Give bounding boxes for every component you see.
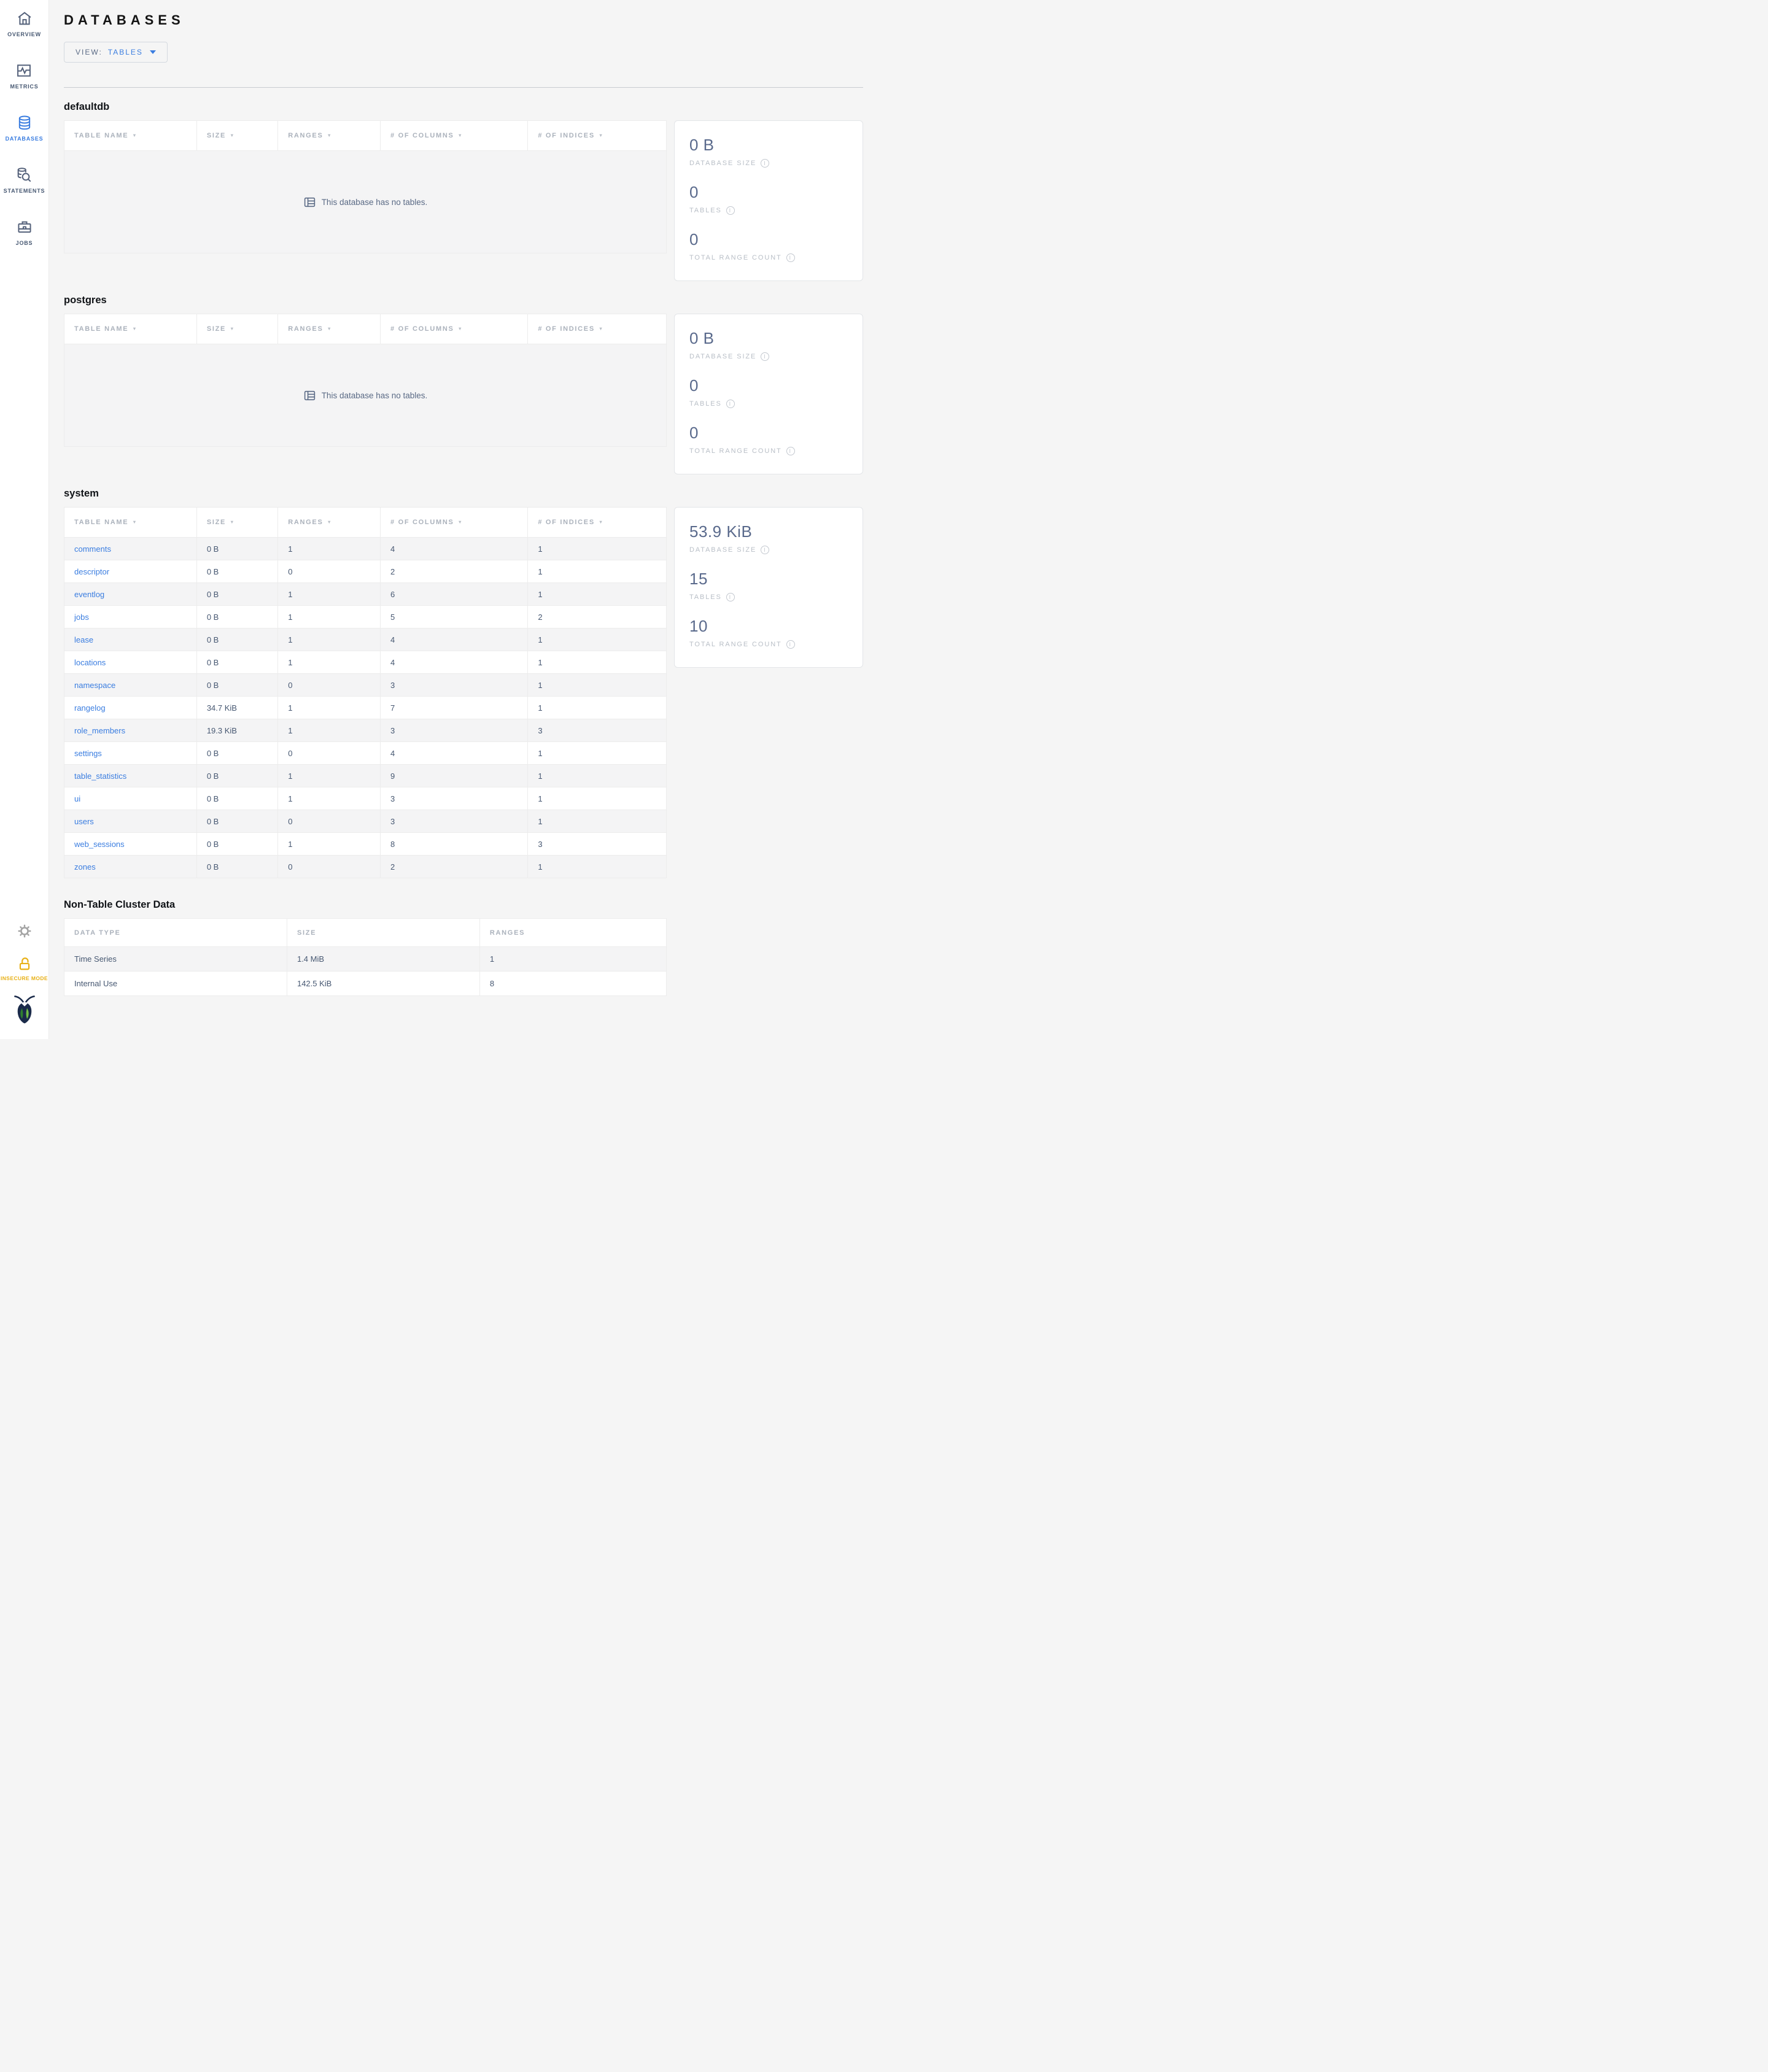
indices-cell: 1 bbox=[528, 787, 667, 810]
column-header-ranges: RANGES bbox=[479, 919, 666, 947]
database-size-value: 0 B bbox=[689, 329, 715, 347]
indices-cell: 1 bbox=[528, 765, 667, 787]
column-header-columns[interactable]: # OF COLUMNS ▼ bbox=[381, 121, 528, 151]
indices-cell: 3 bbox=[528, 719, 667, 742]
info-icon[interactable]: I bbox=[786, 253, 795, 262]
columns-cell: 6 bbox=[381, 583, 528, 606]
database-stats-card bbox=[674, 314, 863, 474]
indices-cell: 1 bbox=[528, 628, 667, 651]
size-cell: 0 B bbox=[196, 742, 277, 765]
column-header-ranges[interactable]: RANGES ▼ bbox=[278, 121, 381, 151]
sidebar-item-metrics[interactable] bbox=[10, 62, 38, 90]
database-size-value: 0 B bbox=[689, 136, 715, 154]
columns-cell: 3 bbox=[381, 787, 528, 810]
tables-count-value: 15 bbox=[689, 570, 708, 588]
sort-arrow-icon: ▼ bbox=[132, 519, 138, 525]
table-row bbox=[64, 765, 667, 787]
columns-cell: 4 bbox=[381, 651, 528, 674]
ranges-cell: 1 bbox=[278, 651, 381, 674]
size-cell: 1.4 MiB bbox=[287, 947, 479, 972]
table-name-cell bbox=[64, 651, 197, 674]
table-name-cell bbox=[64, 833, 197, 856]
column-header-ranges[interactable]: RANGES ▼ bbox=[278, 508, 381, 538]
insecure-mode-label: INSECURE MODE bbox=[1, 975, 48, 981]
cockroach-icon bbox=[11, 995, 38, 1024]
ranges-cell: 1 bbox=[278, 583, 381, 606]
size-cell: 0 B bbox=[196, 810, 277, 833]
columns-cell: 8 bbox=[381, 833, 528, 856]
table-name-link[interactable]: eventlog bbox=[74, 589, 105, 599]
table-name-cell bbox=[64, 560, 197, 583]
info-icon[interactable]: I bbox=[786, 447, 795, 455]
table-name-link[interactable]: users bbox=[74, 816, 94, 826]
columns-cell: 3 bbox=[381, 674, 528, 697]
column-header-indices[interactable]: # OF INDICES ▼ bbox=[528, 314, 667, 344]
indices-cell: 1 bbox=[528, 742, 667, 765]
sidebar bbox=[0, 0, 49, 1039]
table-name-link[interactable]: settings bbox=[74, 748, 102, 758]
tables-count-value: 0 bbox=[689, 183, 699, 201]
columns-cell: 2 bbox=[381, 560, 528, 583]
table-name-cell bbox=[64, 742, 197, 765]
sidebar-item-databases[interactable] bbox=[6, 114, 44, 142]
non-table-cluster-data-section bbox=[64, 899, 863, 996]
table-name-cell bbox=[64, 719, 197, 742]
table-name-link[interactable]: namespace bbox=[74, 680, 116, 690]
tables-table bbox=[64, 507, 667, 878]
table-row bbox=[64, 606, 667, 628]
indices-cell: 2 bbox=[528, 606, 667, 628]
table-row bbox=[64, 856, 667, 878]
empty-table-state bbox=[64, 151, 667, 253]
tables-count-label: TABLES bbox=[689, 207, 722, 214]
indices-cell: 1 bbox=[528, 856, 667, 878]
sort-arrow-icon: ▼ bbox=[598, 326, 604, 331]
insecure-mode-indicator[interactable] bbox=[1, 956, 48, 981]
table-name-cell bbox=[64, 583, 197, 606]
sidebar-item-jobs[interactable] bbox=[16, 218, 33, 246]
info-icon[interactable]: I bbox=[726, 593, 735, 601]
sort-arrow-icon: ▼ bbox=[457, 326, 463, 331]
range-count-label: TOTAL RANGE COUNT bbox=[689, 447, 782, 455]
sidebar-item-label: STATEMENTS bbox=[3, 188, 45, 194]
sort-arrow-icon: ▼ bbox=[598, 519, 604, 525]
indices-cell: 1 bbox=[528, 810, 667, 833]
size-cell: 0 B bbox=[196, 628, 277, 651]
size-cell: 0 B bbox=[196, 765, 277, 787]
table-name-cell bbox=[64, 856, 197, 878]
database-title: defaultdb bbox=[64, 101, 110, 112]
ranges-cell: 1 bbox=[479, 947, 666, 972]
range-count-value: 0 bbox=[689, 230, 699, 249]
database-section-defaultdb bbox=[64, 101, 863, 281]
database-section-system bbox=[64, 488, 863, 878]
table-name-cell bbox=[64, 787, 197, 810]
columns-cell: 4 bbox=[381, 628, 528, 651]
cockroachdb-logo bbox=[11, 995, 38, 1024]
table-name-cell bbox=[64, 810, 197, 833]
empty-table-message: This database has no tables. bbox=[321, 197, 428, 207]
empty-table-state bbox=[64, 344, 667, 447]
metrics-icon bbox=[15, 62, 33, 79]
indices-cell: 1 bbox=[528, 651, 667, 674]
table-row bbox=[64, 583, 667, 606]
sort-arrow-icon: ▼ bbox=[327, 326, 333, 331]
size-cell: 0 B bbox=[196, 856, 277, 878]
size-cell: 0 B bbox=[196, 583, 277, 606]
table-row bbox=[64, 538, 667, 560]
chevron-down-icon bbox=[150, 50, 156, 54]
info-icon[interactable]: I bbox=[786, 640, 795, 649]
main-content bbox=[49, 0, 884, 1039]
sort-arrow-icon: ▼ bbox=[598, 133, 604, 138]
ranges-cell: 0 bbox=[278, 856, 381, 878]
database-size-label: DATABASE SIZE bbox=[689, 546, 757, 554]
sidebar-bottom bbox=[1, 924, 48, 1039]
table-name-cell bbox=[64, 765, 197, 787]
sort-arrow-icon: ▼ bbox=[457, 133, 463, 138]
sort-arrow-icon: ▼ bbox=[327, 519, 333, 525]
size-cell: 34.7 KiB bbox=[196, 697, 277, 719]
indices-cell: 1 bbox=[528, 697, 667, 719]
databases-icon bbox=[16, 114, 33, 131]
settings-button[interactable] bbox=[17, 924, 32, 941]
columns-cell: 3 bbox=[381, 719, 528, 742]
database-title: postgres bbox=[64, 295, 107, 306]
columns-cell: 3 bbox=[381, 810, 528, 833]
database-size-label: DATABASE SIZE bbox=[689, 160, 757, 167]
ranges-cell: 0 bbox=[278, 560, 381, 583]
table-row bbox=[64, 787, 667, 810]
column-header-ranges[interactable]: RANGES ▼ bbox=[278, 314, 381, 344]
ranges-cell: 1 bbox=[278, 697, 381, 719]
sidebar-item-label: DATABASES bbox=[5, 136, 44, 142]
open-lock-icon bbox=[17, 956, 33, 972]
table-name-link[interactable]: ui bbox=[74, 794, 81, 803]
database-title: system bbox=[64, 488, 99, 499]
ranges-cell: 8 bbox=[479, 972, 666, 996]
column-header-size[interactable]: SIZE ▼ bbox=[196, 314, 277, 344]
columns-cell: 4 bbox=[381, 742, 528, 765]
table-icon bbox=[303, 196, 316, 209]
ranges-cell: 1 bbox=[278, 787, 381, 810]
table-name-link[interactable]: descriptor bbox=[74, 566, 110, 576]
info-icon[interactable]: I bbox=[761, 546, 769, 554]
ranges-cell: 1 bbox=[278, 606, 381, 628]
table-row bbox=[64, 947, 667, 972]
ranges-cell: 1 bbox=[278, 719, 381, 742]
table-name-link[interactable]: rangelog bbox=[74, 703, 106, 713]
ranges-cell: 1 bbox=[278, 765, 381, 787]
info-icon[interactable]: I bbox=[761, 352, 769, 361]
table-name-link[interactable]: jobs bbox=[74, 612, 89, 622]
ranges-cell: 1 bbox=[278, 628, 381, 651]
column-header-columns[interactable]: # OF COLUMNS ▼ bbox=[381, 508, 528, 538]
empty-table-message: This database has no tables. bbox=[321, 390, 428, 400]
range-count-value: 0 bbox=[689, 423, 699, 442]
columns-cell: 9 bbox=[381, 765, 528, 787]
indices-cell: 1 bbox=[528, 560, 667, 583]
table-row bbox=[64, 810, 667, 833]
size-cell: 0 B bbox=[196, 674, 277, 697]
column-header-table-name[interactable]: TABLE NAME ▼ bbox=[64, 121, 197, 151]
table-row bbox=[64, 697, 667, 719]
sort-arrow-icon: ▼ bbox=[132, 326, 138, 331]
size-cell: 19.3 KiB bbox=[196, 719, 277, 742]
indices-cell: 1 bbox=[528, 538, 667, 560]
table-name-link[interactable]: table_statistics bbox=[74, 771, 127, 781]
table-name-link[interactable]: comments bbox=[74, 544, 111, 554]
sort-arrow-icon: ▼ bbox=[457, 519, 463, 525]
size-cell: 0 B bbox=[196, 787, 277, 810]
table-name-link[interactable]: lease bbox=[74, 635, 94, 644]
tables-table bbox=[64, 314, 667, 344]
table-name-cell bbox=[64, 674, 197, 697]
view-dropdown-label: VIEW: bbox=[76, 48, 103, 56]
indices-cell: 1 bbox=[528, 674, 667, 697]
sidebar-item-label: OVERVIEW bbox=[7, 31, 41, 37]
table-row bbox=[64, 833, 667, 856]
table-row bbox=[64, 742, 667, 765]
ranges-cell: 1 bbox=[278, 538, 381, 560]
columns-cell: 4 bbox=[381, 538, 528, 560]
sort-arrow-icon: ▼ bbox=[230, 519, 236, 525]
table-row bbox=[64, 719, 667, 742]
table-row bbox=[64, 674, 667, 697]
table-name-link[interactable]: web_sessions bbox=[74, 839, 125, 849]
sort-arrow-icon: ▼ bbox=[230, 326, 236, 331]
sort-arrow-icon: ▼ bbox=[132, 133, 138, 138]
sidebar-item-label: METRICS bbox=[10, 83, 39, 90]
gear-icon bbox=[17, 924, 32, 938]
sort-arrow-icon: ▼ bbox=[230, 133, 236, 138]
size-cell: 0 B bbox=[196, 560, 277, 583]
column-header-size[interactable]: SIZE ▼ bbox=[196, 121, 277, 151]
table-name-link[interactable]: role_members bbox=[74, 725, 126, 735]
table-name-cell bbox=[64, 628, 197, 651]
database-size-label: DATABASE SIZE bbox=[689, 353, 757, 360]
column-header-table-name[interactable]: TABLE NAME ▼ bbox=[64, 314, 197, 344]
columns-cell: 2 bbox=[381, 856, 528, 878]
ranges-cell: 0 bbox=[278, 674, 381, 697]
range-count-label: TOTAL RANGE COUNT bbox=[689, 254, 782, 261]
column-header-size[interactable]: SIZE ▼ bbox=[196, 508, 277, 538]
view-dropdown[interactable] bbox=[64, 42, 168, 63]
info-icon[interactable]: I bbox=[726, 400, 735, 408]
size-cell: 0 B bbox=[196, 606, 277, 628]
app-window bbox=[0, 0, 884, 1039]
data-type-cell: Internal Use bbox=[64, 972, 287, 996]
database-stats-card bbox=[674, 120, 863, 281]
ranges-cell: 0 bbox=[278, 810, 381, 833]
range-count-value: 10 bbox=[689, 617, 708, 635]
table-row bbox=[64, 651, 667, 674]
column-header-size: SIZE bbox=[287, 919, 479, 947]
size-cell: 0 B bbox=[196, 538, 277, 560]
column-header-indices[interactable]: # OF INDICES ▼ bbox=[528, 121, 667, 151]
indices-cell: 1 bbox=[528, 583, 667, 606]
size-cell: 142.5 KiB bbox=[287, 972, 479, 996]
column-header-indices[interactable]: # OF INDICES ▼ bbox=[528, 508, 667, 538]
indices-cell: 3 bbox=[528, 833, 667, 856]
table-icon bbox=[303, 389, 316, 402]
page-title: DATABASES bbox=[64, 12, 185, 28]
columns-cell: 7 bbox=[381, 697, 528, 719]
size-cell: 0 B bbox=[196, 833, 277, 856]
tables-count-label: TABLES bbox=[689, 593, 722, 601]
info-icon[interactable]: I bbox=[726, 206, 735, 215]
column-header-data-type: DATA TYPE bbox=[64, 919, 287, 947]
sidebar-item-label: JOBS bbox=[15, 240, 33, 246]
ranges-cell: 0 bbox=[278, 742, 381, 765]
range-count-label: TOTAL RANGE COUNT bbox=[689, 641, 782, 648]
table-row bbox=[64, 560, 667, 583]
header-divider bbox=[64, 87, 863, 88]
non-table-data-table bbox=[64, 918, 667, 996]
ranges-cell: 1 bbox=[278, 833, 381, 856]
tables-table bbox=[64, 120, 667, 151]
table-name-cell bbox=[64, 606, 197, 628]
home-icon bbox=[16, 10, 33, 27]
sidebar-item-overview[interactable] bbox=[7, 10, 41, 37]
database-size-value: 53.9 KiB bbox=[689, 522, 753, 541]
table-name-cell bbox=[64, 538, 197, 560]
table-row bbox=[64, 628, 667, 651]
column-header-columns[interactable]: # OF COLUMNS ▼ bbox=[381, 314, 528, 344]
sort-arrow-icon: ▼ bbox=[327, 133, 333, 138]
size-cell: 0 B bbox=[196, 651, 277, 674]
table-name-link[interactable]: zones bbox=[74, 862, 96, 872]
column-header-table-name[interactable]: TABLE NAME ▼ bbox=[64, 508, 197, 538]
tables-count-label: TABLES bbox=[689, 400, 722, 408]
tables-count-value: 0 bbox=[689, 376, 699, 395]
statements-icon bbox=[15, 166, 33, 184]
info-icon[interactable]: I bbox=[761, 159, 769, 168]
table-name-cell bbox=[64, 697, 197, 719]
data-type-cell: Time Series bbox=[64, 947, 287, 972]
sidebar-item-statements[interactable] bbox=[4, 166, 45, 194]
table-row bbox=[64, 972, 667, 996]
non-table-title: Non-Table Cluster Data bbox=[64, 899, 176, 910]
database-stats-card bbox=[674, 507, 863, 668]
database-section-postgres bbox=[64, 295, 863, 474]
view-dropdown-value: TABLES bbox=[107, 48, 143, 56]
table-name-link[interactable]: locations bbox=[74, 657, 106, 667]
columns-cell: 5 bbox=[381, 606, 528, 628]
briefcase-icon bbox=[16, 218, 33, 236]
